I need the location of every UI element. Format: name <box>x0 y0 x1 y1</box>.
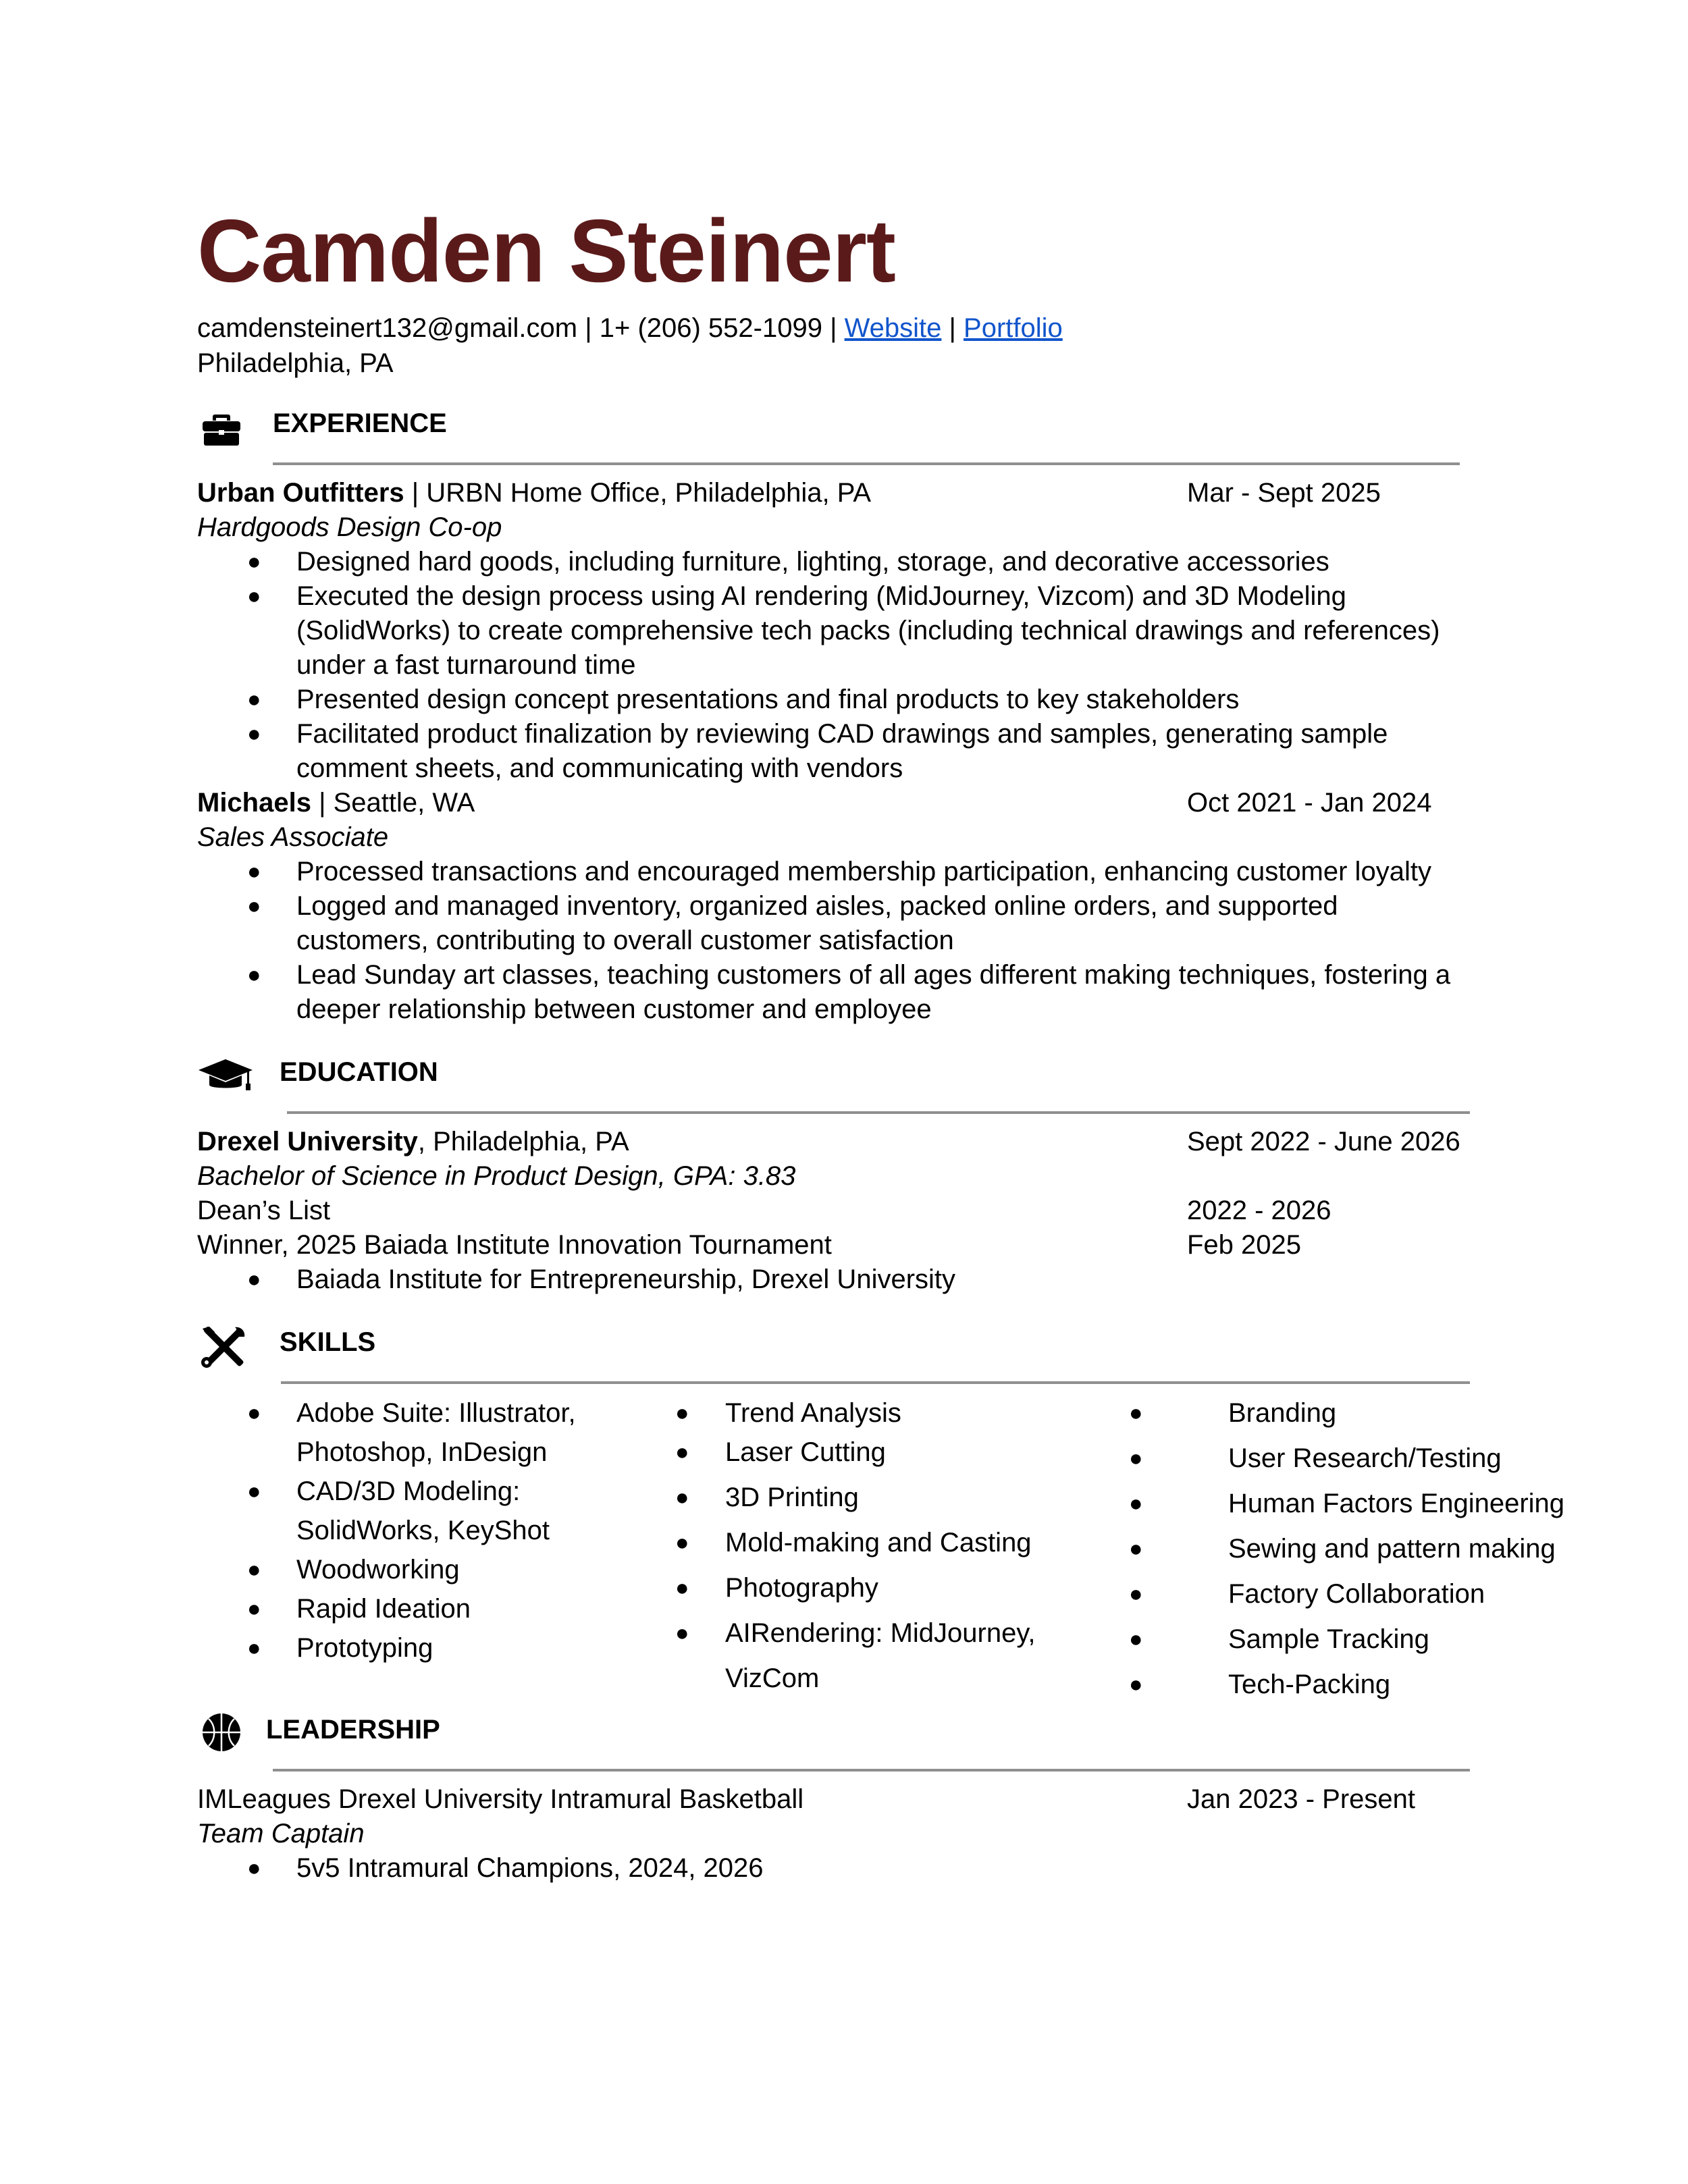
bullet-dot: ● <box>1129 1400 1143 1426</box>
section-title-skills: SKILLS <box>280 1327 376 1357</box>
skill-item: VizCom <box>725 1663 820 1693</box>
skill-item: Tech-Packing <box>1228 1670 1391 1699</box>
school-name: Drexel University <box>197 1127 418 1156</box>
bullet-dot: ● <box>675 1400 689 1426</box>
bullet-dot: ● <box>247 962 261 988</box>
bullet-dot: ● <box>675 1575 689 1601</box>
degree-name: Bachelor of Science in Product Design <box>197 1161 658 1191</box>
degree <box>197 1159 795 1194</box>
skill-item: CAD/3D Modeling: <box>296 1476 521 1506</box>
honor-dates: 2022 - 2026 <box>1187 1196 1331 1225</box>
bullet-text: Processed transactions and encouraged membership participation, enhancing customer loyalty <box>296 857 1431 886</box>
bullet-dot: ● <box>1129 1445 1143 1471</box>
bullet-dot: ● <box>675 1439 689 1465</box>
bullet-dot: ● <box>247 1479 261 1504</box>
bullet-dot: ● <box>247 687 261 712</box>
job-heading <box>197 476 871 510</box>
bullet-dot: ● <box>247 893 261 919</box>
bullet-text: (SolidWorks) to create comprehensive tech packs (including technical drawings and references) <box>296 616 1440 645</box>
separator: | <box>577 313 600 343</box>
skill-item: Human Factors Engineering <box>1228 1489 1565 1518</box>
skill-item: Sample Tracking <box>1228 1624 1429 1654</box>
tools-icon <box>200 1325 247 1369</box>
bullet-text: Presented design concept presentations and final products to key stakeholders <box>296 685 1240 714</box>
skill-item: Prototyping <box>296 1633 433 1663</box>
job-heading <box>197 786 475 820</box>
skill-item: Woodworking <box>296 1555 460 1584</box>
leadership-org: IMLeagues Drexel University Intramural Basketball <box>197 1784 804 1814</box>
skill-item: SolidWorks, KeyShot <box>296 1516 550 1545</box>
section-title-leadership: LEADERSHIP <box>266 1715 440 1744</box>
section-divider <box>287 1111 1470 1114</box>
bullet-text: under a fast turnaround time <box>296 650 636 680</box>
skill-item: Branding <box>1228 1398 1337 1428</box>
section-divider <box>273 1769 1470 1772</box>
candidate-name: Camden Steinert <box>197 201 895 300</box>
school-heading <box>197 1125 629 1159</box>
company-name: Urban Outfitters <box>197 478 404 508</box>
bullet-dot: ● <box>247 1855 261 1881</box>
bullet-dot: ● <box>247 1267 261 1292</box>
honor-title: Winner, 2025 Baiada Institute Innovation Tournament <box>197 1230 832 1260</box>
job-dates: Mar - Sept 2025 <box>1187 478 1381 508</box>
skill-item: Trend Analysis <box>725 1398 901 1428</box>
bullet-text: Logged and managed inventory, organized aisles, packed online orders, and supported <box>296 891 1338 921</box>
section-divider <box>273 462 1460 465</box>
briefcase-icon <box>201 412 242 447</box>
honor-title: Dean’s List <box>197 1196 331 1225</box>
website-link[interactable]: Website <box>844 313 942 343</box>
bullet-dot: ● <box>247 583 261 609</box>
contact-line <box>197 311 1063 346</box>
skill-item: Laser Cutting <box>725 1437 886 1467</box>
company-location: | URBN Home Office, Philadelphia, PA <box>404 478 872 508</box>
separator: | <box>941 313 964 343</box>
gpa: , GPA: 3.83 <box>658 1161 796 1191</box>
company-name: Michaels <box>197 788 311 818</box>
bullet-dot: ● <box>247 1400 261 1426</box>
bullet-dot: ● <box>675 1620 689 1646</box>
bullet-text: deeper relationship between customer and employee <box>296 994 932 1024</box>
honor-dates: Feb 2025 <box>1187 1230 1302 1260</box>
bullet-dot: ● <box>247 1557 261 1582</box>
bullet-dot: ● <box>247 549 261 575</box>
job-dates: Oct 2021 - Jan 2024 <box>1187 788 1432 818</box>
bullet-dot: ● <box>247 1596 261 1622</box>
bullet-text: Baiada Institute for Entrepreneurship, Drexel University <box>296 1264 956 1294</box>
section-title-education: EDUCATION <box>280 1057 438 1087</box>
bullet-dot: ● <box>1129 1536 1143 1562</box>
graduation-cap-icon <box>197 1057 254 1094</box>
email: camdensteinert132@gmail.com <box>197 313 578 343</box>
bullet-dot: ● <box>1129 1581 1143 1607</box>
leadership-dates: Jan 2023 - Present <box>1187 1784 1415 1814</box>
bullet-text: Facilitated product finalization by reviewing CAD drawings and samples, generating sample <box>296 719 1388 749</box>
bullet-dot: ● <box>675 1485 689 1510</box>
skill-item: Rapid Ideation <box>296 1594 471 1624</box>
bullet-text: Lead Sunday art classes, teaching customers of all ages different making techniques, fostering a <box>296 960 1451 990</box>
skill-item: AIRendering: MidJourney, <box>725 1618 1036 1648</box>
skill-item: Mold-making and Casting <box>725 1528 1032 1557</box>
bullet-dot: ● <box>675 1530 689 1555</box>
bullet-text: comment sheets, and communicating with vendors <box>296 753 903 783</box>
bullet-dot: ● <box>247 721 261 747</box>
section-divider <box>281 1381 1470 1384</box>
bullet-dot: ● <box>1129 1491 1143 1516</box>
bullet-dot: ● <box>1129 1672 1143 1697</box>
bullet-dot: ● <box>247 859 261 884</box>
bullet-text: Executed the design process using AI rendering (MidJourney, Vizcom) and 3D Modeling <box>296 581 1346 611</box>
phone: 1+ (206) 552-1099 <box>599 313 822 343</box>
leadership-role: Team Captain <box>197 1819 365 1848</box>
skill-item: 3D Printing <box>725 1483 859 1512</box>
skill-item: User Research/Testing <box>1228 1443 1502 1473</box>
job-role: Hardgoods Design Co-op <box>197 512 502 542</box>
skill-item: Photography <box>725 1573 878 1603</box>
bullet-dot: ● <box>247 1635 261 1661</box>
job-role: Sales Associate <box>197 822 389 852</box>
bullet-text: 5v5 Intramural Champions, 2024, 2026 <box>296 1853 764 1883</box>
bullet-dot: ● <box>1129 1626 1143 1652</box>
school-location: , Philadelphia, PA <box>417 1127 629 1156</box>
bullet-text: customers, contributing to overall customer satisfaction <box>296 926 954 955</box>
section-title-experience: EXPERIENCE <box>273 408 447 438</box>
bullet-text: Designed hard goods, including furniture, lighting, storage, and decorative accessories <box>296 547 1329 577</box>
basketball-icon <box>201 1712 242 1753</box>
separator: | <box>822 313 845 343</box>
skill-item: Factory Collaboration <box>1228 1579 1485 1609</box>
skill-item: Photoshop, InDesign <box>296 1437 548 1467</box>
skill-item: Sewing and pattern making <box>1228 1534 1556 1564</box>
skill-item: Adobe Suite: Illustrator, <box>296 1398 576 1428</box>
school-dates: Sept 2022 - June 2026 <box>1187 1127 1460 1156</box>
location: Philadelphia, PA <box>197 348 394 378</box>
company-location: | Seattle, WA <box>311 788 475 818</box>
portfolio-link[interactable]: Portfolio <box>964 313 1063 343</box>
